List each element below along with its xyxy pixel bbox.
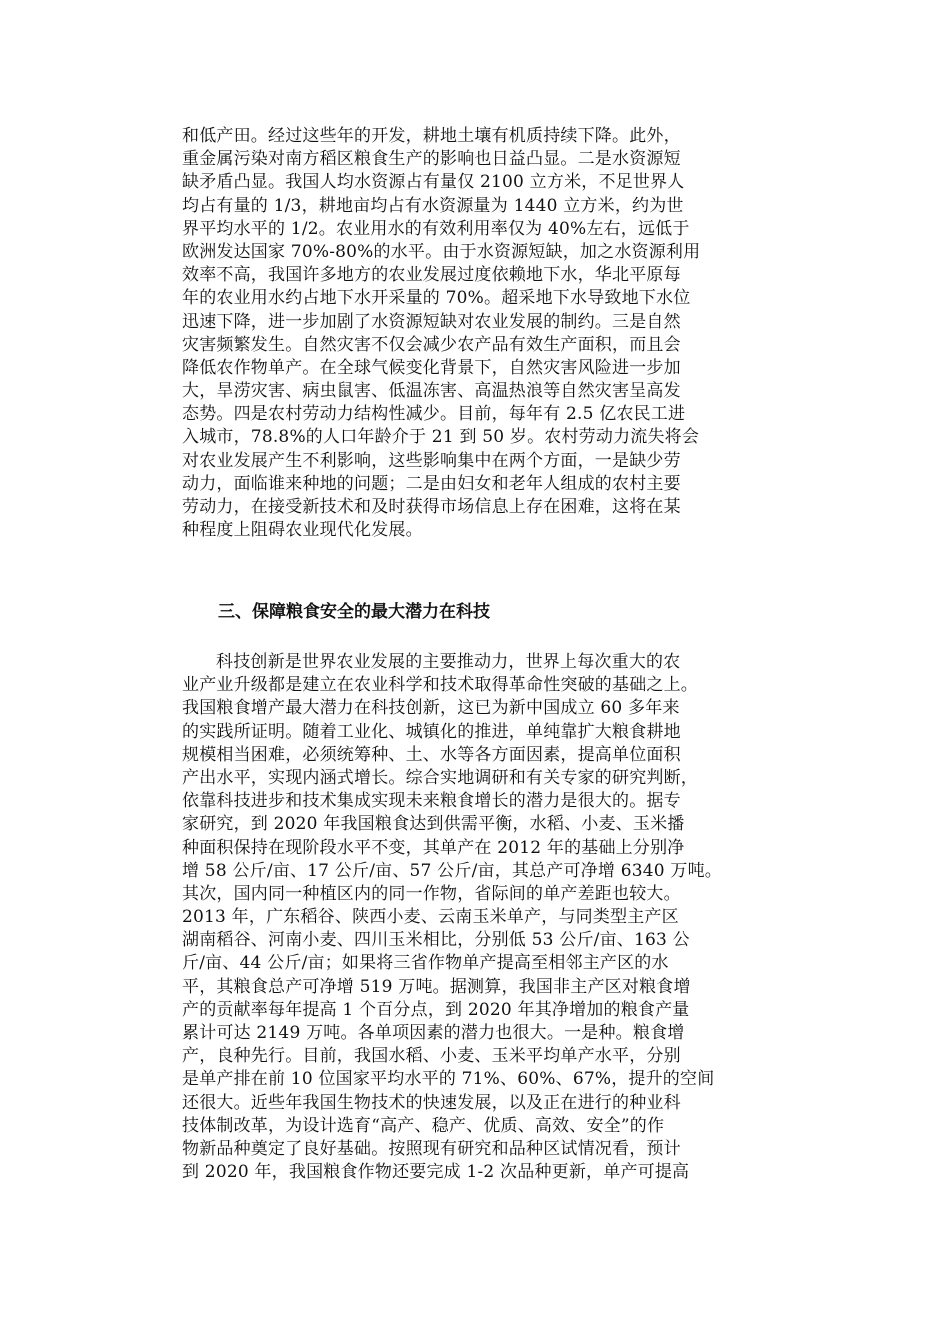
text-line: 技体制改革，为设计选育“高产、稳产、优质、高效、安全”的作 <box>182 1115 665 1136</box>
text-line: 年的农业用水约占地下水开采量的 70%。超采地下水导致地下水位 <box>182 288 691 309</box>
text-line: 种面积保持在现阶段水平不变，其单产在 2012 年的基础上分别净 <box>182 837 685 858</box>
text-line: 湖南稻谷、河南小麦、四川玉米相比，分别低 53 公斤/亩、163 公 <box>182 930 690 951</box>
text-line: 累计可达 2149 万吨。各单项因素的潜力也很大。一是种。粮食增 <box>182 1023 685 1043</box>
text-line: 大，旱涝灾害、病虫鼠害、低温冻害、高温热浪等自然灾害呈高发 <box>182 381 681 402</box>
paragraph-science-technology <box>182 651 782 1184</box>
text-line: 缺矛盾凸显。我国人均水资源占有量仅 2100 立方米，不足世界人 <box>182 172 685 193</box>
text-line: 降低农作物单产。在全球气候变化背景下，自然灾害风险进一步加 <box>182 357 681 378</box>
text-line: 效率不高，我国许多地方的农业发展过度依赖地下水，华北平原每 <box>182 265 681 286</box>
text-line: 家研究，到 2020 年我国粮食达到供需平衡，水稻、小麦、玉米播 <box>182 814 685 835</box>
text-line: 灾害频繁发生。自然灾害不仅会减少农产品有效生产面积，而且会 <box>182 334 681 355</box>
text-line: 动力，面临谁来种地的问题；二是由妇女和老年人组成的农村主要 <box>182 473 681 494</box>
text-line: 迅速下降，进一步加剧了水资源短缺对农业发展的制约。三是自然 <box>182 311 681 332</box>
paragraph-continuation <box>182 125 782 542</box>
text-line: 均占有量的 1/3，耕地亩均占有水资源量为 1440 立方米，约为世 <box>182 195 684 216</box>
text-line: 规模相当困难，必须统筹种、土、水等各方面因素，提高单位面积 <box>182 744 681 765</box>
text-line: 斤/亩、44 公斤/亩；如果将三省作物单产提高至相邻主产区的水 <box>182 953 669 974</box>
text-line: 业产业升级都是建立在农业科学和技术取得革命性突破的基础之上。 <box>182 675 698 696</box>
text-line: 其次，国内同一种植区内的同一作物，省际间的单产差距也较大。 <box>182 883 681 904</box>
text-line: 的实践所证明。随着工业化、城镇化的推进，单纯靠扩大粮食耕地 <box>182 721 681 742</box>
text-line: 2013 年，广东稻谷、陕西小麦、云南玉米单产，与同类型主产区 <box>182 907 679 928</box>
text-line: 劳动力，在接受新技术和及时获得市场信息上存在困难，这将在某 <box>182 497 681 517</box>
text-line: 物新品种奠定了良好基础。按照现有研究和品种区试情况看，预计 <box>182 1138 681 1159</box>
section-heading: 三、保障粮食安全的最大潜力在科技 <box>218 602 490 622</box>
text-line: 科技创新是世界农业发展的主要推动力，世界上每次重大的农 <box>216 652 681 672</box>
text-line: 种程度上阻碍农业现代化发展。 <box>182 520 423 541</box>
text-line: 重金属污染对南方稻区粮食生产的影响也日益凸显。二是水资源短 <box>182 149 681 170</box>
text-line: 产出水平，实现内涵式增长。综合实地调研和有关专家的研究判断， <box>182 767 698 788</box>
text-line: 态势。四是农村劳动力结构性减少。目前，每年有 2.5 亿农民工进 <box>182 404 686 425</box>
text-line: 产，良种先行。目前，我国水稻、小麦、玉米平均单产水平，分别 <box>182 1046 681 1067</box>
text-line: 入城市，78.8%的人口年龄介于 21 到 50 岁。农村劳动力流失将会 <box>182 427 700 448</box>
text-line: 我国粮食增产最大潜力在科技创新，这已为新中国成立 60 多年来 <box>182 698 680 719</box>
text-line: 产的贡献率每年提高 1 个百分点，到 2020 年其净增加的粮食产量 <box>182 999 690 1020</box>
text-line: 对农业发展产生不利影响，这些影响集中在两个方面，一是缺少劳 <box>182 450 681 471</box>
text-line: 到 2020 年，我国粮食作物还要完成 1-2 次品种更新，单产可提高 <box>182 1162 690 1183</box>
text-line: 和低产田。经过这些年的开发，耕地土壤有机质持续下降。此外， <box>182 126 681 146</box>
text-line: 界平均水平的 1/2。农业用水的有效利用率仅为 40%左右，远低于 <box>182 218 690 239</box>
text-line: 还很大。近些年我国生物技术的快速发展，以及正在进行的种业科 <box>182 1092 681 1113</box>
text-line: 是单产排在前 10 位国家平均水平的 71%、60%、67%，提升的空间 <box>182 1069 715 1090</box>
text-line: 依靠科技进步和技术集成实现未来粮食增长的潜力是很大的。据专 <box>182 791 681 812</box>
text-line: 欧洲发达国家 70%-80%的水平。由于水资源短缺，加之水资源利用 <box>182 241 701 262</box>
text-line: 平，其粮食总产可净增 519 万吨。据测算，我国非主产区对粮食增 <box>182 976 691 997</box>
text-line: 增 58 公斤/亩、17 公斤/亩、57 公斤/亩，其总产可净增 6340 万吨。 <box>182 860 722 881</box>
